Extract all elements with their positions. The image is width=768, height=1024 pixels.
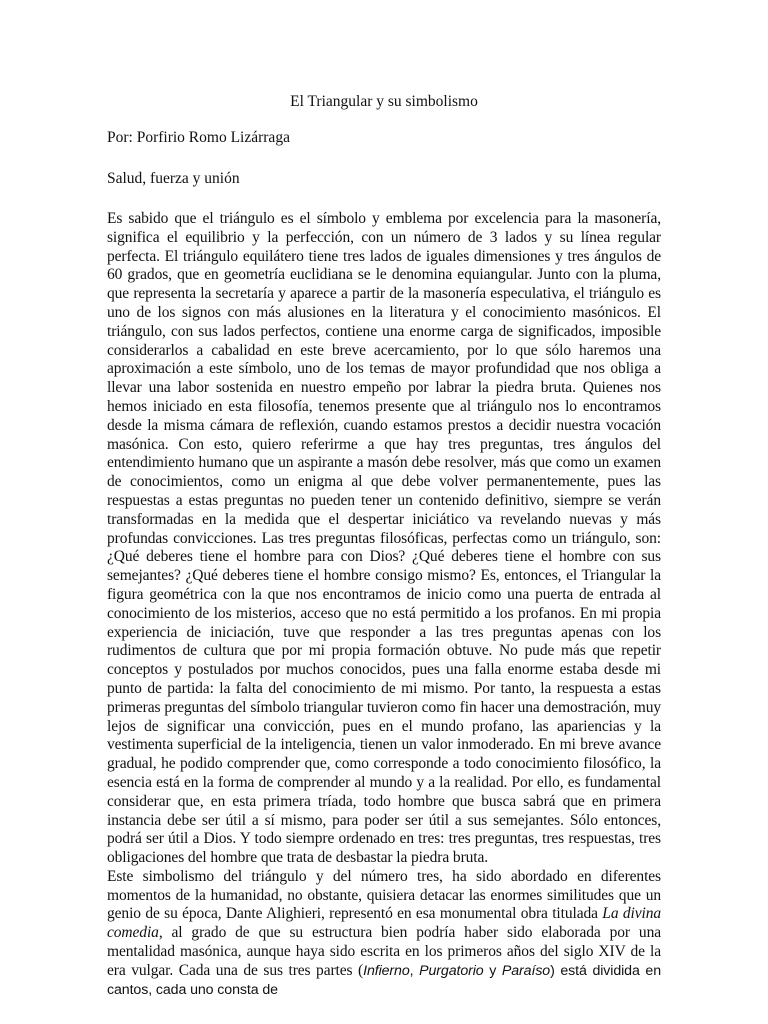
part-infierno: Infierno: [363, 962, 410, 979]
document-title: El Triangular y su simbolismo: [290, 93, 478, 110]
parts-separator-comma: ,: [409, 962, 420, 979]
part-paraiso: Paraíso: [501, 962, 551, 979]
paragraph-2-text-c: ) está dividida en cantos, cada uno consta de: [107, 962, 661, 998]
part-purgatorio: Purgatorio: [419, 962, 484, 979]
body-paragraph-1: Es sabido que el triángulo es el símbolo y emblema por excelencia para la masonería, significa el equilibrio y la perfección, con un número de 3 lados y su línea regular perfecta. El triángulo equilátero tiene tres lados de iguales dimensiones y tres ángulos de 60 grados, que en geometría euclidiana se le denomina equiangular. Junto con la pluma, que representa la secretaría y aparece a partir de la masonería especulativa, el triángulo es uno de los signos con más alusiones en la literatura y el conocimiento masónicos. El triángulo, con sus lados perfectos, contiene una enorme carga de significados, imposible considerarlos a cabalidad en este breve acercamiento, por lo que sólo haremos una aproximación a este símbolo, uno de los temas de mayor profundidad que nos obliga a llevar una labor sostenida en nuestro empeño por labrar la piedra bruta. Quienes nos hemos iniciado en esta filosofía, tenemos presente que al triángulo nos lo encontramos desde la misma cámara de reflexión, cuando estamos prestos a decidir nuestra vocación masónica. Con esto, quiero referirme a que hay tres preguntas, tres ángulos del entendimiento humano que un aspirante a masón debe resolver, más que como un examen de conocimientos, como un enigma al que debe volver permanentemente, pues las respuestas a estas preguntas no pueden tener un contenido definitivo, siempre se verán transformadas en la medida que el despertar iniciático va revelando nuevas y más profundas convicciones. Las tres preguntas filosóficas, perfectas como un triángulo, son: ¿Qué deberes tiene el hombre para con Dios? ¿Qué deberes tiene el hombre con sus semejantes? ¿Qué deberes tiene el hombre consigo mismo? Es, entonces, el Triangular la figura geométrica con la que nos encontramos de inicio como una puerta de entrada al conocimiento de los misterios, acceso que no está permitido a los profanos. En mi propia experiencia de iniciación, tuve que responder a las tres preguntas apenas con los rudimentos de cultura que por mi propia formación obtuve. No pude más que repetir conceptos y postulados por muchos conocidos, pues una falla enorme estaba desde mi punto de partida: la falta del conocimiento de mi mismo. Por tanto, la respuesta a estas primeras preguntas del símbolo triangular tuvieron como fin hacer una demostración, muy lejos de significar una convicción, pues en el mundo profano, las apariencias y la vestimenta superficial de la inteligencia, tienen un valor inmoderado. En mi breve avance gradual, he podido comprender que, como corresponde a todo conocimiento filosófico, la esencia está en la forma de comprender al mundo y a la realidad. Por ello, es fundamental considerar que, en esta primera tríada, todo hombre que busca sabrá que en primera instancia debe ser útil a sí mismo, para poder ser útil a sus semejantes. Sólo entonces, podrá ser útil a Dios. Y todo siempre ordenado en tres: tres preguntas, tres respuestas, tres obligaciones del hombre que trata de desbastar la piedra bruta.: [107, 210, 661, 867]
work-title-divina-comedia: La divina comedia: [107, 905, 661, 942]
greeting-line: Salud, fuerza y unión: [107, 170, 240, 187]
parts-separator-y: y: [483, 962, 502, 979]
document-page: [107, 92, 661, 999]
author-line: Por: Porfirio Romo Lizárraga: [107, 129, 290, 146]
paragraph-2-text-b: , al grado de que su estructura bien podría haber sido elaborada por una mentalidad masónica, aunque haya sido escrita en los primeros años del siglo XIV de la era vulgar. Cada una de sus tres partes (: [107, 924, 661, 979]
body-paragraph-2: [107, 868, 661, 1000]
paragraph-2-text-a: Este simbolismo del triángulo y del número tres, ha sido abordado en diferentes momentos de la humanidad, no obstante, quisiera detacar las enormes similitudes que un genio de su época, Dante Alighieri, representó en esa monumental obra titulada: [107, 867, 661, 923]
